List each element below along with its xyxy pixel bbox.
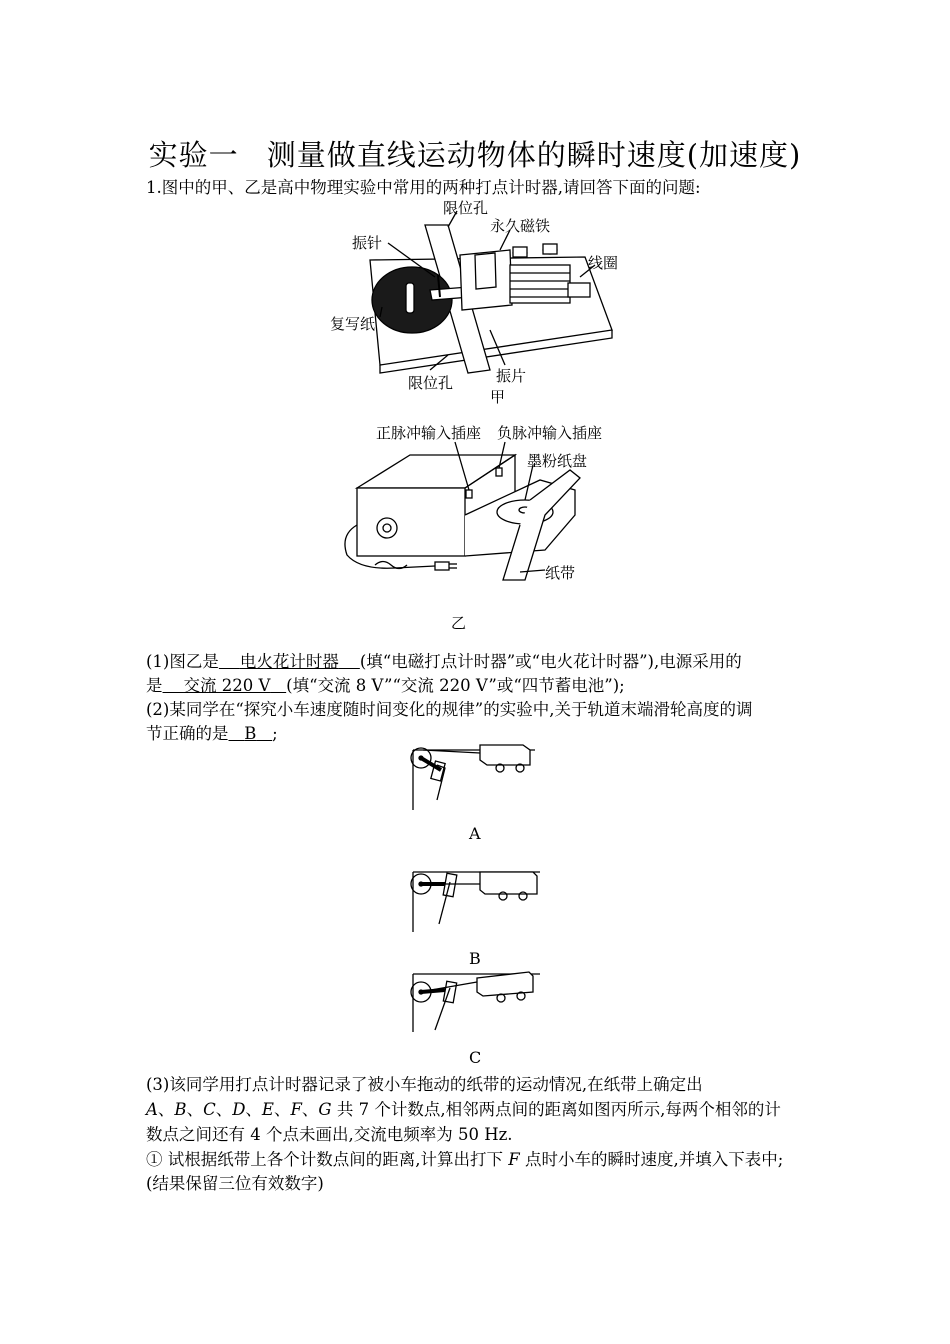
label-mofen-zhipan: 墨粉纸盘	[527, 452, 588, 470]
answer-1	[219, 652, 360, 671]
sep: 、	[157, 1100, 175, 1119]
pulley-caption-a: A	[469, 824, 481, 843]
part-3-text-d2: 点时小车的瞬时速度,并填入下表中;	[524, 1150, 784, 1169]
label-xianweikong-top: 限位孔	[443, 199, 489, 217]
point-d: D	[232, 1100, 246, 1119]
answer-3	[229, 724, 273, 743]
label-xianweikong-bottom: 限位孔	[408, 374, 454, 392]
title-part1: 实验一	[148, 138, 239, 172]
part-2-line-b	[146, 723, 278, 745]
label-fu-maichong: 负脉冲输入插座	[497, 424, 603, 442]
sep: 、	[245, 1100, 262, 1119]
question-1-intro: 1.图中的甲、乙是高中物理实验中常用的两种打点计时器,请回答下面的问题:	[146, 178, 701, 197]
part-1-line-a	[146, 651, 742, 673]
part-1-text-a1: (1)图乙是	[146, 652, 219, 671]
part-1-text-b2: (填“交流 8 V”“交流 220 V”或“四节蓄电池”);	[286, 676, 625, 695]
title-part2: 测量做直线运动物体的瞬时速度(加速度)	[266, 138, 802, 172]
part-2-text-b1: 节正确的是	[146, 724, 229, 743]
label-xianquan: 线圈	[588, 254, 619, 272]
point-g: G	[318, 1100, 332, 1119]
part-3-text-d1: ① 试根据纸带上各个计数点间的距离,计算出打下	[146, 1150, 503, 1169]
part-1-text-a2: (填“电磁打点计时器”或“电火花计时器”),电源采用的	[359, 652, 742, 671]
point-c: C	[203, 1100, 216, 1119]
label-zhidai: 纸带	[545, 564, 576, 582]
point-e: E	[261, 1100, 274, 1119]
pulley-caption-c: C	[469, 1048, 482, 1067]
pulley-figure-b	[405, 862, 545, 934]
sep: 、	[301, 1100, 319, 1119]
page-title	[0, 133, 950, 174]
part-2-line-a: (2)某同学在“探究小车速度随时间变化的规律”的实验中,关于轨道末端滑轮高度的调	[146, 700, 753, 719]
part-2-text-b2: ;	[272, 724, 278, 743]
point-b: B	[174, 1100, 187, 1119]
label-zhenpian: 振片	[496, 367, 527, 385]
answer-1-text: 电火花计时器	[239, 652, 339, 671]
part-3-line-a: (3)该同学用打点计时器记录了被小车拖动的纸带的运动情况,在纸带上确定出	[146, 1075, 703, 1094]
sep: 、	[186, 1100, 204, 1119]
figure-jia-electromagnetic-timer	[320, 195, 630, 410]
sep: 、	[215, 1100, 233, 1119]
part-1-line-b	[146, 675, 625, 697]
part-1-text-b1: 是	[146, 676, 163, 695]
caption-jia: 甲	[490, 388, 506, 406]
part-3-line-c: 数点之间还有 4 个点未画出,交流电频率为 50 Hz.	[146, 1125, 513, 1144]
pulley-caption-b: B	[469, 949, 481, 968]
sep: 、	[273, 1100, 291, 1119]
point-a: A	[146, 1100, 158, 1119]
pulley-figure-c	[405, 964, 545, 1036]
point-f-var: F	[508, 1150, 520, 1169]
part-3-line-b	[146, 1099, 781, 1121]
label-zheng-maichong: 正脉冲输入插座	[376, 424, 482, 442]
point-f: F	[290, 1100, 302, 1119]
answer-2-text: 交流 220 V	[183, 676, 271, 695]
caption-yi: 乙	[451, 614, 467, 632]
answer-3-text: B	[244, 724, 257, 743]
answer-2	[163, 676, 287, 695]
part-3-text-b: 共 7 个计数点,相邻两点间的距离如图丙所示,每两个相邻的计	[336, 1100, 781, 1119]
label-zhenzhen: 振针	[352, 234, 383, 252]
part-3-line-d	[146, 1149, 783, 1171]
label-yongjiu-citie: 永久磁铁	[490, 217, 551, 235]
part-3-line-e: (结果保留三位有效数字)	[146, 1174, 324, 1193]
pulley-figure-a	[405, 740, 540, 812]
label-fuxiezhi: 复写纸	[330, 315, 376, 333]
